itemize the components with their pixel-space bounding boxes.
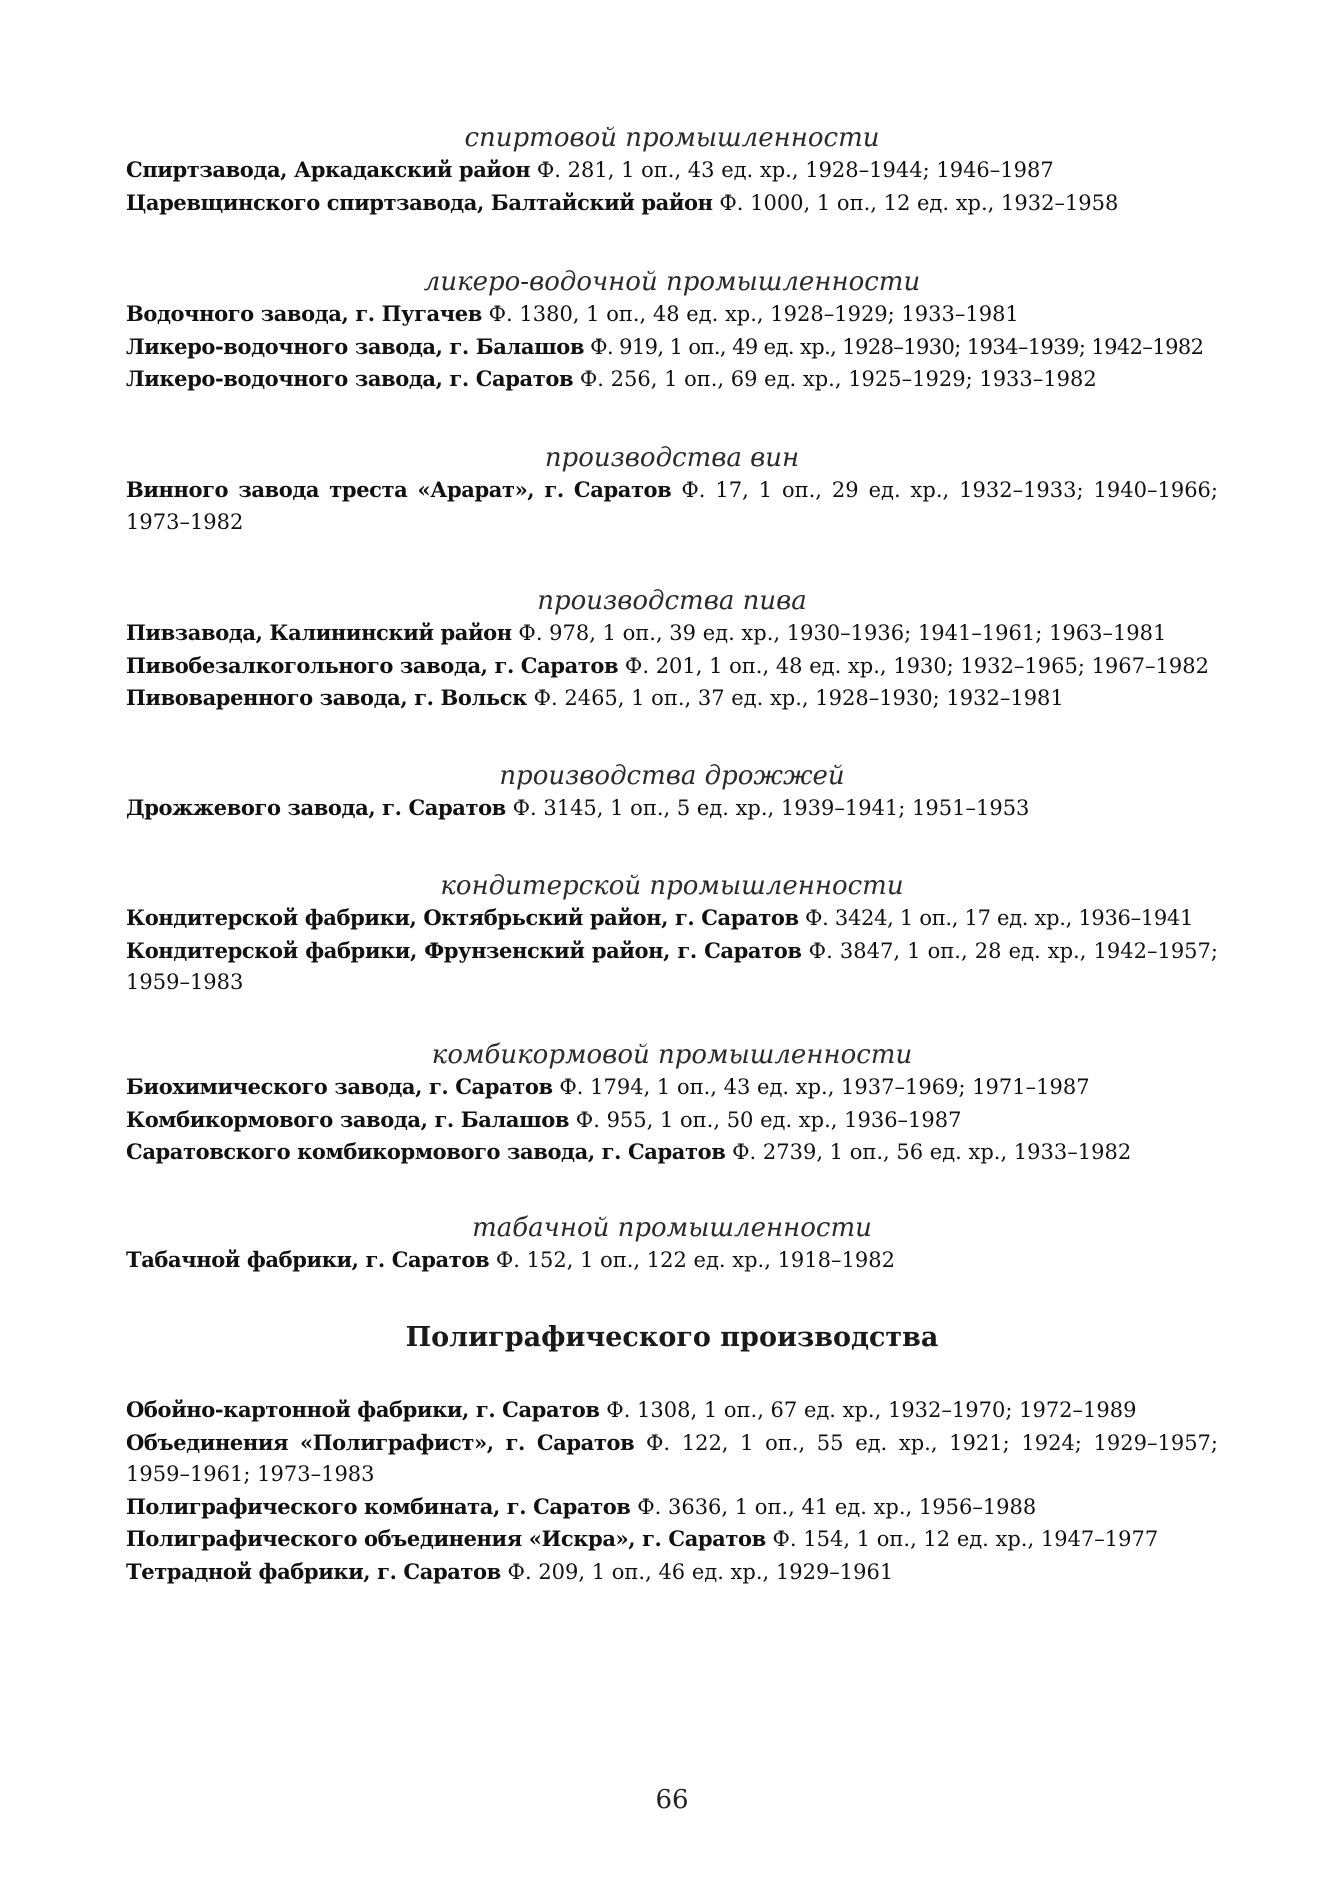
entry-details: Ф. 201, 1 оп., 48 ед. хр., 1930; 1932–1965; 1967–1982: [624, 653, 1209, 678]
list-item: [126, 187, 1218, 220]
entry-name: Ликеро-водочного завода, г. Саратов: [126, 366, 574, 391]
list-item: [126, 1523, 1218, 1556]
list-item: [126, 902, 1218, 935]
entry-list: [126, 902, 1218, 999]
section-yeast: [126, 760, 1218, 825]
section-heading: табачной промышленности: [472, 1213, 872, 1243]
major-heading: Полиграфического производства: [405, 1322, 939, 1353]
entry-details: Ф. 281, 1 оп., 43 ед. хр., 1928–1944; 1946–1987: [536, 158, 1054, 182]
section-printing-entries: [126, 1394, 1218, 1588]
section-heading: кондитерской промышленности: [440, 871, 904, 901]
entry-details: Ф. 154, 1 оп., 12 ед. хр., 1947–1977: [772, 1527, 1159, 1551]
list-item: [126, 1071, 1218, 1104]
entry-details: Ф. 1308, 1 оп., 67 ед. хр., 1932–1970; 1972–1989: [606, 1398, 1137, 1422]
entry-list: [126, 617, 1218, 715]
list-item: [126, 935, 1218, 999]
entry-details: Ф. 3636, 1 оп., 41 ед. хр., 1956–1988: [637, 1494, 1037, 1519]
entry-details: Ф. 122, 1 оп., 55 ед. хр., 1921; 1924; 1929–1957; 1959–1961; 1973–1983: [126, 1430, 1218, 1486]
entry-details: Ф. 1794, 1 оп., 43 ед. хр., 1937–1969; 1971–1987: [559, 1075, 1090, 1099]
entry-details: Ф. 2739, 1 оп., 56 ед. хр., 1933–1982: [732, 1140, 1132, 1164]
entry-name: Дрожжевого завода, г. Саратов: [126, 795, 506, 820]
entry-list: [126, 792, 1218, 825]
section-heading: ликеро-водочной промышленности: [423, 267, 921, 297]
section-heading: производства вин: [544, 443, 800, 473]
entry-name: Табачной фабрики, г. Саратов: [126, 1247, 490, 1272]
entry-name: Пивобезалкогольного завода, г. Саратов: [126, 652, 619, 678]
list-item: [126, 1427, 1218, 1491]
entry-list: [126, 1394, 1218, 1588]
entry-name: Винного завода треста «Арарат», г. Саратов: [126, 477, 672, 502]
entry-details: Ф. 3145, 1 оп., 5 ед. хр., 1939–1941; 1951–1953: [512, 796, 1030, 820]
entry-name: Саратовского комбикормового завода, г. Саратов: [126, 1139, 726, 1164]
entry-name: Биохимического завода, г. Саратов: [126, 1074, 553, 1099]
entry-details: Ф. 209, 1 оп., 46 ед. хр., 1929–1961: [507, 1559, 894, 1584]
page-number: 66: [655, 1785, 689, 1815]
entry-name: Тетрадной фабрики, г. Саратов: [126, 1558, 501, 1584]
entry-details: Ф. 3847, 1 оп., 28 ед. хр., 1942–1957; 1959–1983: [126, 938, 1218, 994]
list-item: [126, 1136, 1218, 1169]
list-item: [126, 1394, 1218, 1427]
entry-name: Кондитерской фабрики, Октябрьский район, г. Саратов: [126, 905, 799, 930]
list-item: [126, 154, 1218, 187]
list-item: [126, 1104, 1218, 1137]
entry-name: Кондитерской фабрики, Фрунзенский район, г. Саратов: [126, 937, 802, 963]
entry-name: Спиртзавода, Аркадакский район: [126, 157, 531, 182]
entry-details: Ф. 17, 1 оп., 29 ед. хр., 1932–1933; 1940–1966; 1973–1982: [126, 478, 1218, 534]
entry-details: Ф. 152, 1 оп., 122 ед. хр., 1918–1982: [495, 1248, 895, 1272]
section-feed: [126, 1039, 1218, 1169]
entry-name: Царевщинского спиртзавода, Балтайский район: [126, 189, 713, 215]
entry-name: Пивоваренного завода, г. Вольск: [126, 685, 527, 710]
section-spirits: [126, 122, 1218, 219]
section-confectionery: [126, 870, 1218, 999]
section-beer: [126, 585, 1218, 715]
section-heading: комбикормовой промышленности: [431, 1040, 913, 1070]
entry-name: Водочного завода, г. Пугачев: [126, 301, 482, 326]
list-item: [126, 617, 1218, 650]
entry-details: Ф. 978, 1 оп., 39 ед. хр., 1930–1936; 1941–1961; 1963–1981: [518, 621, 1167, 645]
section-heading: производства пива: [537, 586, 807, 616]
section-tobacco: [126, 1212, 1218, 1277]
entry-name: Объединения «Полиграфист», г. Саратов: [126, 1429, 635, 1455]
list-item: [126, 1556, 1218, 1589]
entry-details: Ф. 955, 1 оп., 50 ед. хр., 1936–1987: [575, 1107, 962, 1132]
entry-list: [126, 1071, 1218, 1169]
section-heading: производства дрожжей: [499, 761, 845, 791]
section-wine: [126, 442, 1218, 538]
entry-details: Ф. 1000, 1 оп., 12 ед. хр., 1932–1958: [719, 190, 1119, 215]
entry-name: Комбикормового завода, г. Балашов: [126, 1106, 570, 1132]
list-item: [126, 474, 1218, 538]
list-item: [126, 1491, 1218, 1524]
entry-list: [126, 298, 1218, 396]
entry-details: Ф. 2465, 1 оп., 37 ед. хр., 1928–1930; 1932–1981: [533, 686, 1064, 710]
entry-list: [126, 474, 1218, 538]
entry-name: Полиграфического комбината, г. Саратов: [126, 1493, 631, 1519]
entry-name: Полиграфического объединения «Искра», г. Саратов: [126, 1526, 766, 1551]
section-heading: спиртовой промышленности: [464, 123, 880, 153]
entry-list: [126, 1244, 1218, 1277]
document-page: [126, 0, 1218, 1890]
list-item: [126, 298, 1218, 331]
list-item: [126, 792, 1218, 825]
list-item: [126, 650, 1218, 683]
entry-details: Ф. 919, 1 оп., 49 ед. хр., 1928–1930; 1934–1939; 1942–1982: [590, 334, 1204, 359]
list-item: [126, 682, 1218, 715]
entry-list: [126, 154, 1218, 219]
entry-details: Ф. 3424, 1 оп., 17 ед. хр., 1936–1941: [805, 906, 1194, 930]
section-liquor: [126, 266, 1218, 396]
list-item: [126, 363, 1218, 396]
entry-details: Ф. 1380, 1 оп., 48 ед. хр., 1928–1929; 1933–1981: [488, 302, 1019, 326]
entry-details: Ф. 256, 1 оп., 69 ед. хр., 1925–1929; 1933–1982: [579, 367, 1097, 391]
entry-name: Пивзавода, Калининский район: [126, 620, 512, 645]
list-item: [126, 331, 1218, 364]
list-item: [126, 1244, 1218, 1277]
entry-name: Обойно-картонной фабрики, г. Саратов: [126, 1397, 600, 1422]
entry-name: Ликеро-водочного завода, г. Балашов: [126, 333, 585, 359]
section-printing: [126, 1321, 1218, 1355]
